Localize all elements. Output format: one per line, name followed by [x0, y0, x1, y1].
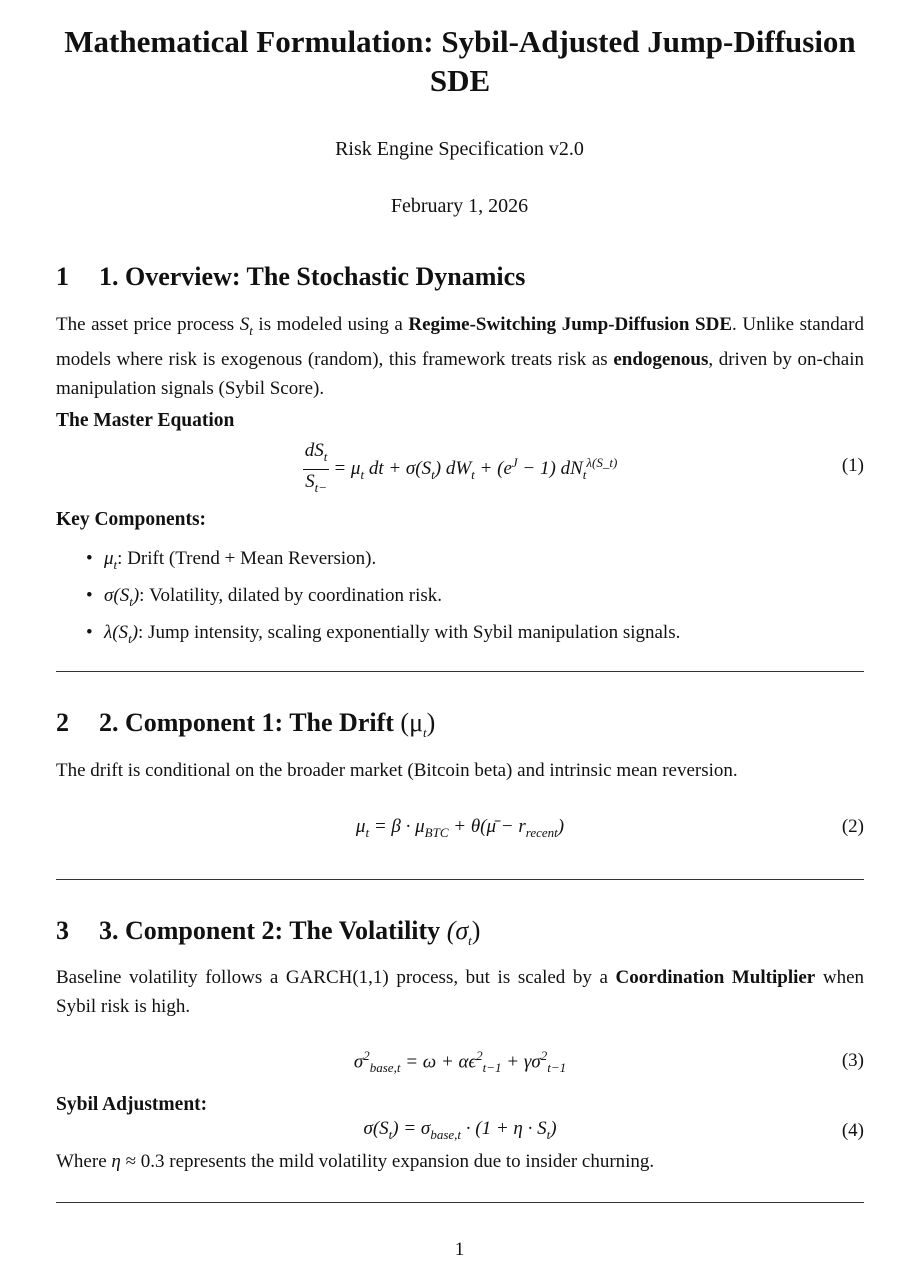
equation-body: $\sigma^2_{base,t} = \omega + \alpha\epsilon^2_{t-1} + \gamma\sigma^2_{t-1}$ [353, 1048, 567, 1076]
bold-term: endogenous [613, 348, 709, 370]
math-var: η [111, 1151, 121, 1172]
equation-number: (1) [841, 455, 864, 476]
equation-number: (4) [841, 1120, 864, 1141]
equation-3 [56, 1048, 864, 1078]
list-item-text: : Volatility, dilated by coordination risk. [139, 585, 443, 606]
text-run: The asset price process [56, 314, 240, 335]
page-number: 1 [454, 1239, 465, 1260]
sybil-adjustment-heading: Sybil Adjustment: [56, 1094, 208, 1115]
horizontal-rule [56, 879, 864, 880]
section-3-paragraph [56, 963, 864, 1021]
master-equation-heading: The Master Equation [56, 410, 235, 431]
section-title: 2. Component 1: The Drift [99, 708, 394, 737]
section-2-heading [56, 708, 435, 741]
equation-number: (2) [841, 816, 864, 837]
list-item-text: : Jump intensity, scaling exponentially with Sybil manipulation signals. [138, 622, 681, 643]
text-run: when Sybil risk is high. [56, 967, 865, 1017]
fraction: $\frac{dS_t}{S_{t-}}$ [304, 440, 328, 495]
math-var: $S_t$ [239, 314, 253, 338]
bullet-icon: • [86, 585, 93, 606]
equation-4 [56, 1118, 864, 1146]
list-item [56, 619, 864, 656]
horizontal-rule [56, 671, 864, 672]
bullet-icon: • [86, 622, 93, 643]
math-symbol: $\mu_t$ [104, 548, 118, 572]
list-item-text: : Drift (Trend + Mean Reversion). [117, 548, 377, 569]
section-number: 2 [56, 708, 69, 737]
document-date: February 1, 2026 [390, 195, 529, 217]
section-3-note [56, 1147, 864, 1176]
bold-term: Coordination Multiplier [615, 967, 816, 988]
section-1-paragraph [56, 310, 864, 403]
text-run: Where [56, 1151, 112, 1172]
math-symbol: $\sigma(S_t)$ [104, 585, 140, 609]
equation-body: $\frac{dS_t}{S_{t-}}$ = $\mu_t$ dt + $\sigma(S_t) dW_t + (e^J - 1)$ $dN_t^{\lambda(S\_t)}$ [56, 440, 864, 500]
equation-body: $\mu_t = \beta \cdot \mu_{BTC}$ + θ(μ̄ − $r_{recent}$) [355, 816, 565, 840]
equation-1 [56, 440, 864, 496]
section-1-heading [56, 262, 525, 292]
key-components-heading: Key Components: [56, 509, 207, 530]
text-run: , driven by on-chain manipulation signals (Sybil Score). [56, 348, 864, 399]
text-run: Baseline volatility follows a GARCH(1,1) process, but is scaled by a [56, 967, 616, 988]
bullet-icon: • [86, 548, 93, 569]
section-number: 1 [56, 262, 69, 291]
math-symbol: $(\mu_t)$ [400, 708, 436, 741]
section-title: 3. Component 2: The Volatility [99, 916, 441, 945]
horizontal-rule [56, 1202, 864, 1203]
list-item [56, 545, 864, 582]
document-subtitle: Risk Engine Specification v2.0 [335, 138, 584, 160]
math-symbol: $(\sigma_t)$ [446, 916, 481, 949]
section-2-paragraph: The drift is conditional on the broader market (Bitcoin beta) and intrinsic mean reversion. [56, 760, 738, 781]
math-symbol: $\lambda(S_t)$ [104, 622, 139, 646]
text-run: is modeled using a [252, 314, 409, 335]
section-3-heading [56, 916, 480, 949]
equation-2 [56, 816, 864, 846]
key-components-list [56, 545, 864, 656]
bold-term: Regime-Switching Jump-Diffusion SDE [408, 314, 733, 335]
list-item [56, 582, 864, 619]
equation-number: (3) [841, 1050, 864, 1071]
section-number: 3 [56, 916, 69, 945]
section-title: 1. Overview: The Stochastic Dynamics [99, 262, 526, 291]
document-title: Mathematical Formulation: Sybil-Adjusted Jump-Diffusion SDE [64, 24, 856, 98]
text-run: . Unlike standard models where risk is exogenous (random), this framework treats risk as [56, 314, 865, 370]
text-run: ≈ 0.3 represents the mild volatility expansion due to insider churning. [120, 1151, 655, 1172]
equation-body: $\sigma(S_t) = \sigma_{base,t} \cdot (1 + \eta \cdot S_t)$ [363, 1118, 557, 1142]
